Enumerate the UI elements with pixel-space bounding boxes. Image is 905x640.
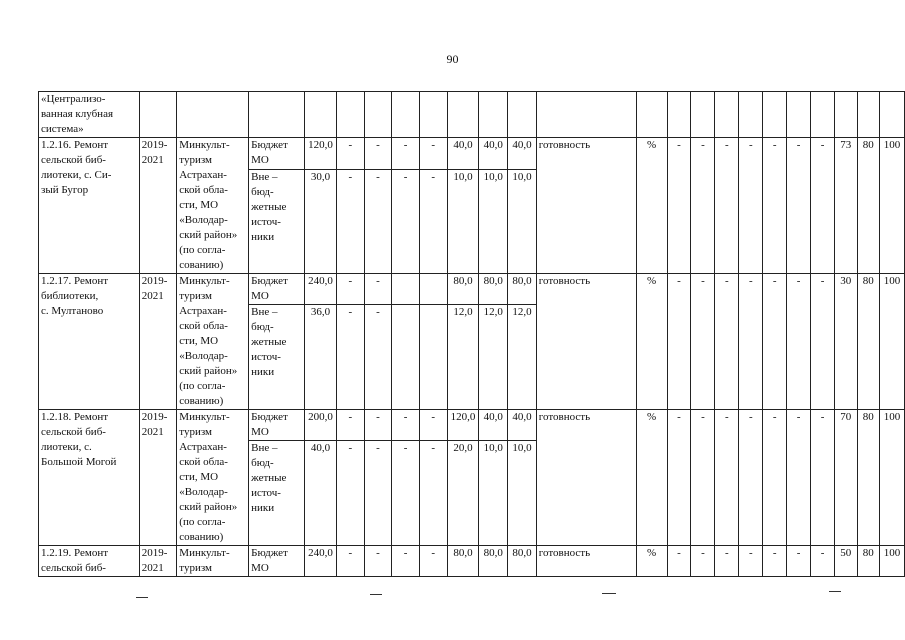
indicator-target: 70 <box>835 410 858 546</box>
funding-value: - <box>419 138 447 170</box>
funding-value: 240,0 <box>305 546 337 577</box>
funding-value: 12,0 <box>447 305 479 410</box>
funding-value: 40,0 <box>479 138 508 170</box>
indicator-value: - <box>691 410 715 546</box>
funding-value: 10,0 <box>508 169 537 273</box>
indicator-target: 30 <box>835 274 858 410</box>
measure-name: 1.2.16. Ремонт сельской биб- лиотеки, с. Си- зый Бугор <box>39 138 140 274</box>
funding-value <box>419 305 447 410</box>
indicator-name: готовность <box>536 546 636 577</box>
funding-source: Бюджет МО <box>249 410 305 441</box>
indicator-value: - <box>763 138 787 274</box>
scan-mark <box>829 591 841 592</box>
indicator-unit: % <box>636 546 667 577</box>
funding-source: Бюджет МО <box>249 546 305 577</box>
funding-value: 40,0 <box>447 138 479 170</box>
scan-mark <box>370 594 382 595</box>
funding-value: 40,0 <box>508 410 537 441</box>
funding-value <box>392 274 420 305</box>
funding-value: 10,0 <box>508 441 537 546</box>
section-row-budget <box>39 274 905 305</box>
funding-value: 40,0 <box>305 441 337 546</box>
indicator-value: - <box>691 138 715 274</box>
funding-value: - <box>419 441 447 546</box>
funding-value: 80,0 <box>447 274 479 305</box>
indicator-value: - <box>787 274 811 410</box>
indicator-value: - <box>667 546 691 577</box>
funding-source: Бюджет МО <box>249 138 305 170</box>
funding-value: - <box>336 546 364 577</box>
funding-value: 20,0 <box>447 441 479 546</box>
indicator-value: - <box>811 138 835 274</box>
carryover-row <box>39 92 905 138</box>
indicator-target: 100 <box>880 546 905 577</box>
funding-value: 30,0 <box>305 169 337 273</box>
indicator-target: 73 <box>835 138 858 274</box>
indicator-value: - <box>787 546 811 577</box>
funding-value: 200,0 <box>305 410 337 441</box>
funding-source: Вне – бюд- жетные источ- ники <box>249 305 305 410</box>
funding-value: - <box>392 169 420 273</box>
funding-value: 80,0 <box>447 546 479 577</box>
funding-value: - <box>364 410 392 441</box>
indicator-value: - <box>787 410 811 546</box>
indicator-value: - <box>667 410 691 546</box>
funding-value: 120,0 <box>447 410 479 441</box>
indicator-target: 80 <box>857 410 880 546</box>
funding-value: 80,0 <box>479 546 508 577</box>
indicator-value: - <box>739 410 763 546</box>
indicator-value: - <box>715 138 739 274</box>
funding-value <box>392 305 420 410</box>
indicator-target: 50 <box>835 546 858 577</box>
indicator-target: 80 <box>857 138 880 274</box>
funding-value: - <box>364 274 392 305</box>
measure-period: 2019- 2021 <box>139 274 177 410</box>
indicator-value: - <box>787 138 811 274</box>
object-cell: «Централизо- ванная клубная система» <box>39 92 140 138</box>
funding-value: - <box>364 138 392 170</box>
indicator-name: готовность <box>536 138 636 274</box>
program-measures-table <box>38 91 905 577</box>
funding-value: - <box>419 546 447 577</box>
measure-executor: Минкульт- туризм <box>177 546 249 577</box>
indicator-unit: % <box>636 410 667 546</box>
funding-value: - <box>364 546 392 577</box>
indicator-target: 100 <box>880 138 905 274</box>
scan-mark <box>136 597 148 598</box>
funding-value: 10,0 <box>479 169 508 273</box>
funding-value: 36,0 <box>305 305 337 410</box>
indicator-value: - <box>763 546 787 577</box>
indicator-name: готовность <box>536 274 636 410</box>
scan-mark <box>602 593 616 594</box>
funding-value: - <box>336 441 364 546</box>
measure-period: 2019- 2021 <box>139 546 177 577</box>
funding-value: - <box>392 138 420 170</box>
measure-name: 1.2.18. Ремонт сельской биб- лиотеки, с. Большой Могой <box>39 410 140 546</box>
indicator-value: - <box>739 274 763 410</box>
indicator-value: - <box>763 410 787 546</box>
funding-value <box>419 274 447 305</box>
funding-value: - <box>419 169 447 273</box>
funding-value: 120,0 <box>305 138 337 170</box>
funding-value: - <box>336 138 364 170</box>
funding-value: - <box>336 169 364 273</box>
funding-value: - <box>392 441 420 546</box>
indicator-value: - <box>691 546 715 577</box>
indicator-value: - <box>811 410 835 546</box>
indicator-unit: % <box>636 274 667 410</box>
funding-value: 40,0 <box>508 138 537 170</box>
indicator-target: 100 <box>880 274 905 410</box>
indicator-value: - <box>811 546 835 577</box>
measure-name: 1.2.19. Ремонт сельской биб- <box>39 546 140 577</box>
funding-value: 80,0 <box>508 546 537 577</box>
funding-value: - <box>364 169 392 273</box>
indicator-value: - <box>691 274 715 410</box>
funding-value: 12,0 <box>508 305 537 410</box>
indicator-target: 80 <box>857 546 880 577</box>
funding-value: 10,0 <box>479 441 508 546</box>
indicator-value: - <box>667 274 691 410</box>
indicator-unit: % <box>636 138 667 274</box>
indicator-name: готовность <box>536 410 636 546</box>
funding-value: - <box>336 305 364 410</box>
section-row-budget <box>39 138 905 170</box>
funding-value: - <box>419 410 447 441</box>
measure-period: 2019- 2021 <box>139 138 177 274</box>
funding-value: 12,0 <box>479 305 508 410</box>
indicator-target: 80 <box>857 274 880 410</box>
funding-value: - <box>364 441 392 546</box>
funding-source: Бюджет МО <box>249 274 305 305</box>
funding-value: 240,0 <box>305 274 337 305</box>
indicator-value: - <box>715 274 739 410</box>
funding-value: - <box>336 274 364 305</box>
funding-value: - <box>392 410 420 441</box>
funding-value: 40,0 <box>479 410 508 441</box>
indicator-value: - <box>715 546 739 577</box>
indicator-value: - <box>715 410 739 546</box>
funding-value: - <box>364 305 392 410</box>
funding-value: 10,0 <box>447 169 479 273</box>
measure-executor: Минкульт- туризм Астрахан- ской обла- сти, МО «Володар- ский район» (по согла- сованию) <box>177 274 249 410</box>
indicator-value: - <box>763 274 787 410</box>
measure-period: 2019- 2021 <box>139 410 177 546</box>
indicator-value: - <box>739 138 763 274</box>
funding-value: - <box>336 410 364 441</box>
section-row-budget <box>39 546 905 577</box>
funding-value: - <box>392 546 420 577</box>
funding-value: 80,0 <box>508 274 537 305</box>
indicator-target: 100 <box>880 410 905 546</box>
measure-executor: Минкульт- туризм Астрахан- ской обла- сти, МО «Володар- ский район» (по согла- сованию) <box>177 410 249 546</box>
funding-source: Вне – бюд- жетные источ- ники <box>249 169 305 273</box>
page-number: 90 <box>446 52 459 66</box>
measure-executor: Минкульт- туризм Астрахан- ской обла- сти, МО «Володар- ский район» (по согла- сованию) <box>177 138 249 274</box>
indicator-value: - <box>811 274 835 410</box>
measure-name: 1.2.17. Ремонт библиотеки, с. Мултаново <box>39 274 140 410</box>
section-row-budget <box>39 410 905 441</box>
indicator-value: - <box>667 138 691 274</box>
indicator-value: - <box>739 546 763 577</box>
funding-value: 80,0 <box>479 274 508 305</box>
funding-source: Вне – бюд- жетные источ- ники <box>249 441 305 546</box>
